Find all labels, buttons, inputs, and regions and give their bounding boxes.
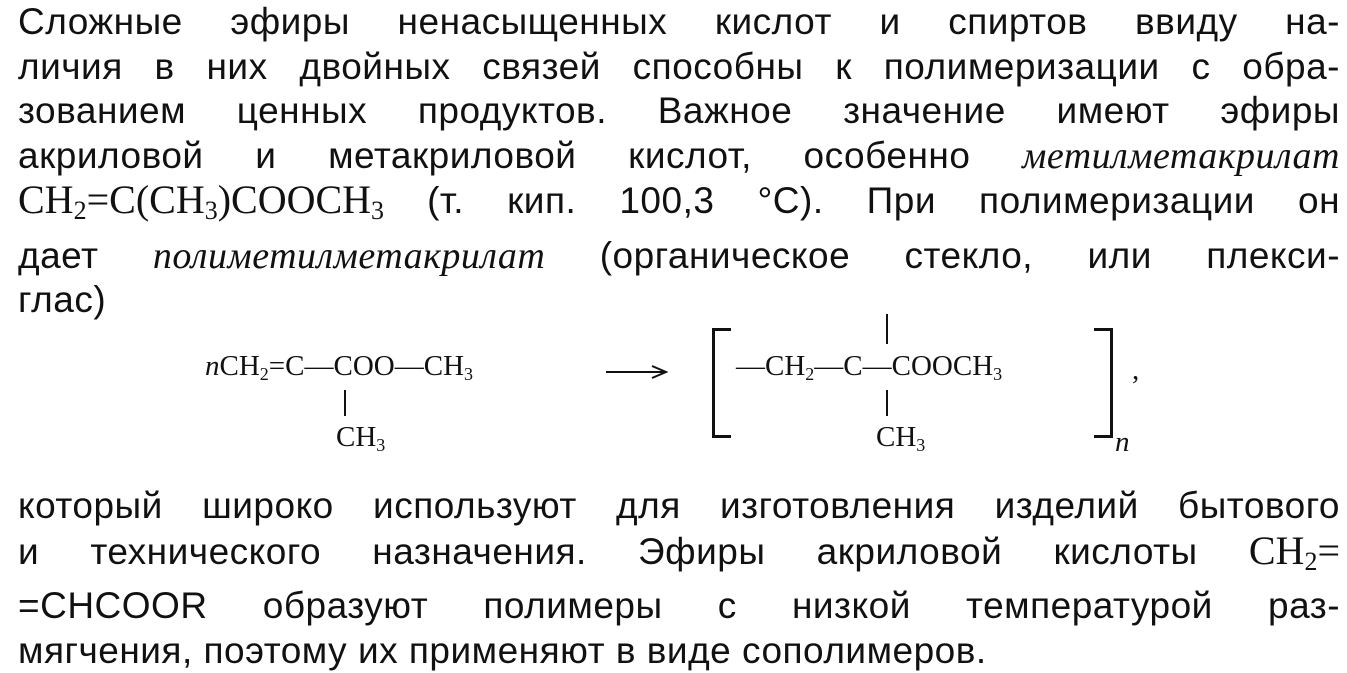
text-line-11: мягчения, поэтому их применяют в виде сополимеров. (18, 629, 1340, 673)
reactant-formula (205, 352, 473, 383)
formula-subscript: 3 (205, 196, 218, 225)
coefficient-n: n (205, 350, 220, 382)
bond-line (886, 314, 888, 344)
product-methyl-branch (876, 423, 925, 454)
text-segment: дает (18, 235, 98, 276)
formula-subscript: 3 (464, 364, 473, 384)
formula-subscript: 2 (74, 196, 87, 225)
product-formula (736, 352, 1002, 383)
text-segment: образуют полимеры с низкой температурой раз- (263, 585, 1340, 626)
text-segment: (т. кип. 100,3 °С). При полимеризации он (427, 180, 1340, 221)
right-bracket (1094, 328, 1113, 438)
reaction-arrow-icon (606, 364, 668, 380)
formula-part: —C—COOCH (814, 350, 993, 382)
formula-subscript: 2 (260, 364, 269, 384)
repeat-subscript-n: n (1115, 428, 1130, 457)
bond-line (886, 390, 888, 416)
formula-part: CH (18, 177, 74, 222)
text-line-10 (18, 584, 1340, 629)
formula-part: = (1317, 528, 1340, 573)
text-line-9 (18, 529, 1340, 585)
formula-acrylate-part2: =CHCOOR (18, 585, 208, 626)
formula-subscript: 3 (376, 435, 385, 455)
formula-part: CH (765, 350, 805, 382)
bond-line (344, 390, 346, 416)
formula-acrylate-part1 (1249, 528, 1340, 573)
formula-subscript: 3 (993, 364, 1002, 384)
formula-subscript: 2 (805, 364, 814, 384)
text-segment: акриловой и метакриловой кислот, особенно (18, 135, 970, 176)
left-bracket (712, 328, 731, 438)
formula-subscript: 2 (1304, 547, 1317, 576)
text-segment: (органическое стекло, или плекси- (600, 235, 1340, 276)
formula-subscript: 3 (371, 196, 384, 225)
text-line-2: личия в них двойных связей способны к полимеризации с обра- (18, 45, 1340, 90)
paragraph-bottom (18, 484, 1340, 673)
formula-part: =C—COO—CH (269, 350, 464, 382)
term-polymethyl-methacrylate: полиметилметакрилат (153, 235, 546, 277)
formula-part: CH (876, 421, 916, 453)
text-line-1: Сложные эфиры ненасыщенных кислот и спиртов ввиду на- (18, 0, 1340, 45)
formula-subscript: 3 (916, 435, 925, 455)
formula-part: CH (220, 350, 260, 382)
text-line-3: зованием ценных продуктов. Важное значение имеют эфиры (18, 89, 1340, 134)
trailing-comma: , (1132, 356, 1139, 385)
formula-part: CH (1249, 528, 1305, 573)
formula-part: =C(CH (87, 177, 205, 222)
formula-part: CH (336, 421, 376, 453)
formula-part: )COOCH (218, 177, 371, 222)
formula-part: — (736, 350, 765, 382)
text-line-8: который широко используют для изготовления изделий бытового (18, 484, 1340, 529)
reactant-methyl-branch (336, 423, 385, 454)
text-line-7: глас) (18, 278, 1340, 323)
term-methyl-methacrylate: метилметакрилат (1022, 135, 1340, 177)
text-segment: и технического назначения. Эфиры акриловой кислоты (18, 531, 1198, 572)
